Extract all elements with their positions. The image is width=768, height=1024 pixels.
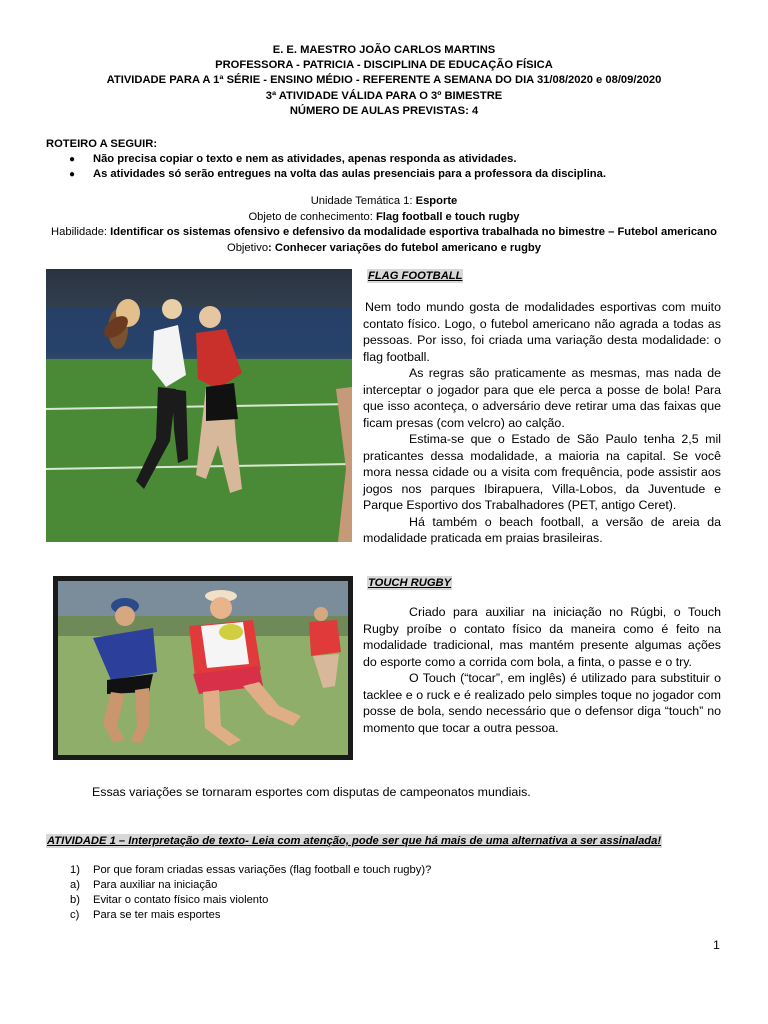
question-block [70, 863, 431, 923]
page-number: 1 [713, 938, 720, 952]
flag-football-photo [46, 269, 352, 542]
flag-paragraph: Nem todo mundo gosta de modalidades esportivas com muito contato físico. Logo, o futebol americano não agrada a todas as pessoas. Por isso, foi criada uma variação desta modalidade: o flag football. [363, 300, 721, 364]
option-label: a) [70, 879, 80, 891]
question-1 [70, 863, 431, 878]
flag-paragraph: As regras são praticamente as mesmas, mas nada de interceptar o jogador para que ele perca a posse de bola! Para que isso aconteça, o adversário deve retirar uma das faixas que ficam presas (com velcro) ao calção. [363, 366, 721, 430]
question-text: Por que foram criadas essas variações (flag football e touch rugby)? [93, 864, 432, 876]
school-name: E. E. MAESTRO JOÃO CARLOS MARTINS [272, 44, 496, 56]
touch-rugby-text [363, 604, 721, 736]
activity-period: ATIVIDADE PARA A 1ª SÉRIE - ENSINO MÉDIO - REFERENTE A SEMANA DO DIA 31/08/2020 e 08/09/2020 [106, 74, 662, 87]
bullet-icon: ● [69, 169, 76, 181]
objeto-conhecimento: Objeto de conhecimento: Flag football e touch rugby [248, 210, 520, 223]
planned-classes: NÚMERO DE AULAS PREVISTAS: 4 [289, 104, 479, 117]
option-text: Para auxiliar na iniciação [93, 879, 218, 891]
roteiro-section [46, 137, 736, 183]
option-label: c) [70, 909, 80, 921]
roteiro-title: ROTEIRO A SEGUIR: [46, 138, 158, 150]
option-label: b) [70, 894, 80, 906]
flag-paragraph: Estima-se que o Estado de São Paulo tenha 2,5 mil praticantes dessa modalidade, a maioria na capital. Se você mora nessa cidade ou a visita com frequência, pode assistir aos jogos nos parques Ibirapuera, Villa-Lobos, da Juventude e Parque Esportivo dos Trabalhadores (PET, antigo Ceret). [363, 432, 721, 512]
summary-sentence: Essas variações se tornaram esportes com disputas de campeonatos mundiais. [92, 785, 531, 799]
objetivo: Objetivo: Conhecer variações do futebol americano e rugby [227, 241, 541, 254]
question-number: 1) [70, 864, 80, 876]
unidade-tematica: Unidade Temática 1: Esporte [310, 195, 458, 207]
roteiro-list [46, 152, 736, 182]
document-header [0, 43, 768, 119]
touch-paragraph: O Touch (“tocar”, em inglês) é utilizado para substituir o tacklee e o ruck e é realizado pelo simples toque no jogador com posse de bola, sendo necessário que o defensor diga “touch” no momento que tocar a outra pessoa. [363, 671, 721, 735]
option-b[interactable] [70, 893, 431, 908]
roteiro-item: ● As atividades só serão entregues na volta das aulas presenciais para a professora da disciplina. [46, 167, 736, 182]
option-a[interactable] [70, 878, 431, 893]
habilidade: Habilidade: Identificar os sistemas ofensivo e defensivo da modalidade esportiva trabalhada no bimestre – Futebol americano [51, 226, 717, 239]
flag-football-text [363, 299, 721, 547]
unit-info [0, 194, 768, 256]
option-c[interactable] [70, 908, 431, 923]
roteiro-item: ● Não precisa copiar o texto e nem as atividades, apenas responda as atividades. [46, 152, 736, 167]
touch-rugby-title: TOUCH RUGBY [368, 577, 452, 589]
touch-paragraph: Criado para auxiliar na iniciação no Rúgbi, o Touch Rugby proíbe o contato físico da maneira como é feito na modalidade tradicional, mas mantém presente algumas ações do esporte como a corrida com bola, a finta, o passe e o try. [363, 605, 721, 669]
flag-football-title: FLAG FOOTBALL [368, 270, 463, 282]
flag-paragraph: Há também o beach football, a versão de areia da modalidade praticada em praias brasileiras. [363, 514, 721, 545]
option-text: Para se ter mais esportes [93, 909, 221, 921]
activity-validity: 3ª ATIVIDADE VÁLIDA PARA O 3º BIMESTRE [265, 89, 503, 102]
teacher-discipline: PROFESSORA - PATRICIA - DISCIPLINA DE EDUCAÇÃO FÍSICA [215, 59, 553, 72]
option-text: Evitar o contato físico mais violento [93, 894, 269, 906]
touch-rugby-photo [53, 576, 353, 760]
activity-title: ATIVIDADE 1 – Interpretação de texto- Leia com atenção, pode ser que há mais de uma alternativa a ser assinalada! [47, 835, 662, 847]
bullet-icon: ● [69, 154, 76, 166]
